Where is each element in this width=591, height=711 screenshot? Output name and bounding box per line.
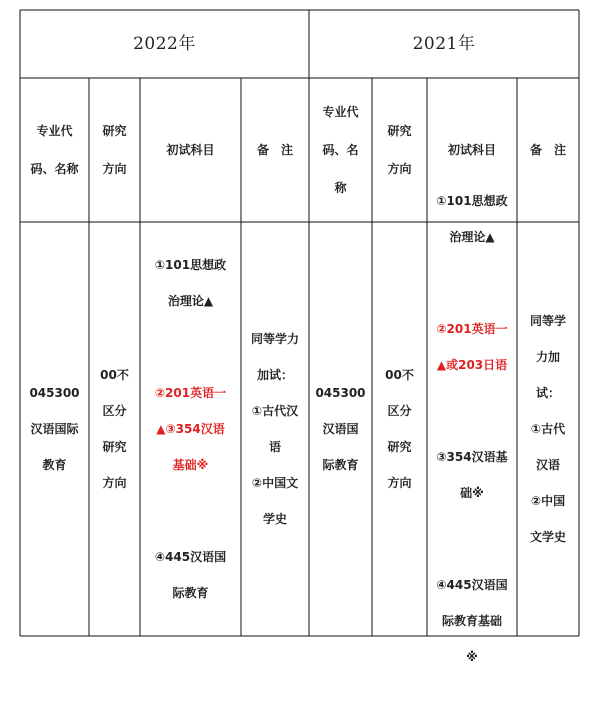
row-2021-direction [372, 222, 427, 636]
header-2022-direction-text: 研究 方向 [102, 124, 127, 176]
year-2022-header [20, 10, 309, 78]
row-2022-notes-text: 同等学力 加试： ①古代汉 语 ②中国文 学史 [250, 332, 299, 526]
row-2021-subject-2-english: ②201英语一 ▲或203日语 [436, 322, 508, 372]
row-2022-subject-3: ④445汉语国 际教育 [154, 550, 227, 600]
row-2021-subject-3: ③354汉语基 础※ [436, 450, 508, 500]
row-2021-subject-1: ①101思想政 治理论▲ [436, 194, 508, 244]
header-2022-direction [89, 78, 140, 222]
year-2021-label: 2021年 [412, 34, 476, 54]
row-2022-subjects [140, 222, 241, 636]
row-2021-subjects [427, 194, 517, 664]
row-2021-notes [517, 222, 579, 636]
row-2021-notes-text: 同等学 力加 试： ①古代 汉语 ②中国 文学史 [529, 314, 566, 544]
header-2021-notes-text: 备 注 [529, 143, 566, 157]
row-2021-major-text: 045300 汉语国 际教育 [315, 386, 366, 472]
row-2022-direction [89, 222, 140, 636]
header-2022-subjects [140, 78, 241, 222]
header-2022-notes [241, 78, 309, 222]
row-2021-subject-4: ④445汉语国 际教育基础 ※ [436, 578, 508, 664]
row-2022-subject-1: ①101思想政 治理论▲ [154, 258, 227, 308]
header-2021-subjects-text: 初试科目 [447, 143, 496, 157]
header-2021-direction-text: 研究 方向 [387, 124, 412, 176]
header-2021-notes [517, 78, 579, 222]
year-2021-header [309, 10, 579, 78]
header-2021-major [309, 78, 372, 222]
row-2022-major-text: 045300 汉语国际 教育 [29, 386, 80, 472]
year-2022-label: 2022年 [133, 34, 196, 54]
row-2022-direction-text: 00不 区分 研究 方向 [100, 368, 129, 490]
header-2021-direction [372, 78, 427, 222]
header-2022-notes-text: 备 注 [256, 143, 293, 157]
row-2022-notes [241, 222, 309, 636]
row-2021-major [309, 222, 372, 636]
row-2022-subject-2-english: ②201英语一 ▲③354汉语 基础※ [154, 386, 227, 472]
row-2021-direction-text: 00不 区分 研究 方向 [385, 368, 414, 490]
header-2022-major [20, 78, 89, 222]
header-2021-major-text: 专业代 码、名 称 [322, 105, 359, 195]
row-2022-major [20, 222, 89, 636]
header-2022-major-text: 专业代 码、名称 [30, 124, 79, 176]
header-2022-subjects-text: 初试科目 [166, 143, 215, 157]
